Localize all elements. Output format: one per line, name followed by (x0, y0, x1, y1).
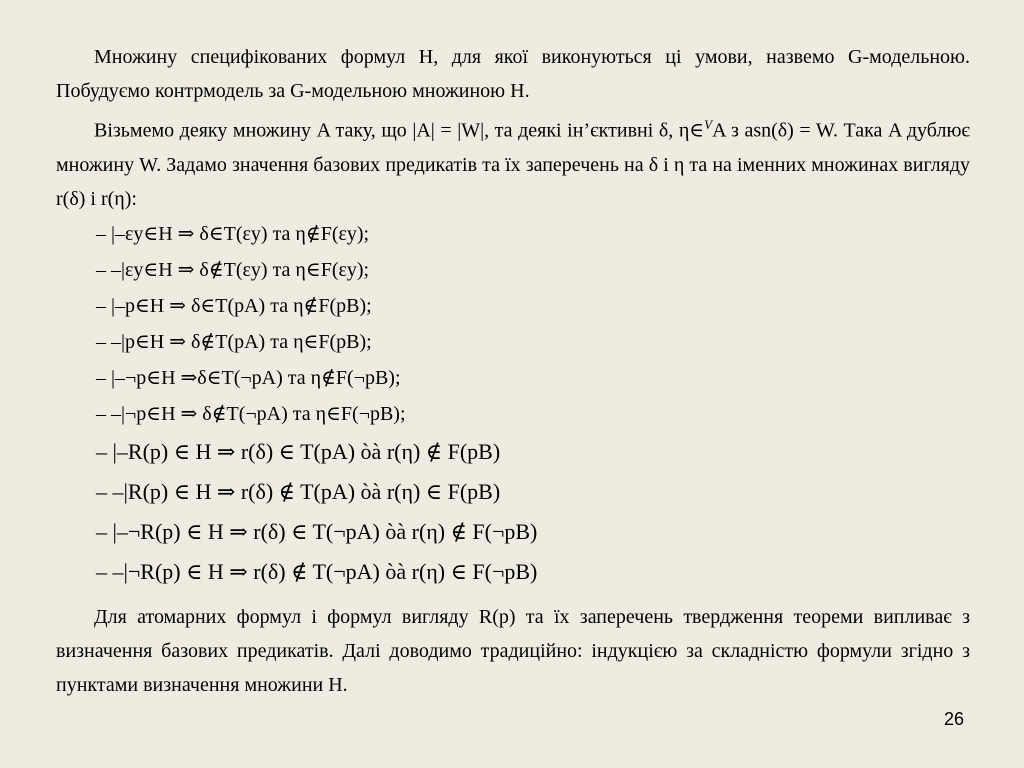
paragraph-construction-text-c: r(δ) і r(η): (56, 187, 137, 210)
paragraph-construction (56, 108, 970, 216)
page-number: 26 (943, 709, 964, 729)
rule-item: – |–¬p∈H ⇒δ∈T(¬pA) та η∉F(¬pB); (96, 366, 401, 389)
predicate-rules-list (56, 216, 970, 592)
superscript-v: V (704, 117, 713, 132)
rule-item: – –|¬p∈H ⇒ δ∉T(¬pA) та η∈F(¬pB); (96, 402, 406, 425)
slide-content (56, 40, 970, 702)
rule-item: – |–p∈H ⇒ δ∈T(pA) та η∉F(pB); (96, 294, 372, 317)
paragraph-definition: Множину специфікованих формул H, для якої виконуються ці умови, назвемо G-модельною. Побудуємо контрмодель за G-модельною множиною H. (56, 46, 970, 102)
rule-item: – –|εy∈H ⇒ δ∉T(εy) та η∈F(εy); (96, 258, 370, 281)
rule-item: – |–εy∈H ⇒ δ∈T(εy) та η∉F(εy); (96, 222, 370, 245)
paragraph-construction-text-b: A з asn(δ) = W. Така A дублює множину W. Задамо значення базових предикатів та їх заперечень на δ і η та на іменних множинах вигляду (56, 119, 970, 176)
rule-item: – –|R(p) ∈ H ⇒ r(δ) ∉ T(pA) òà r(η) ∈ F(pB) (96, 478, 501, 504)
paragraph-conclusion: Для атомарних формул і формул вигляду R(p) та їх заперечень твердження теореми випливає з визначення базових предикатів. Далі доводимо традиційно: індукцією за складністю формули згідно з пунктами визначення множини H. (56, 605, 970, 696)
rule-item: – –|¬R(p) ∈ H ⇒ r(δ) ∉ T(¬pA) òà r(η) ∈ F(¬pB) (96, 558, 538, 584)
rule-item: – |–R(p) ∈ H ⇒ r(δ) ∈ T(pA) òà r(η) ∉ F(pB) (96, 438, 501, 464)
paragraph-construction-text-a: Візьмемо деяку множину A таку, що |A| = |W|, та деякі ін’єктивні δ, η∈ (94, 119, 705, 142)
rule-item: – |–¬R(p) ∈ H ⇒ r(δ) ∈ T(¬pA) òà r(η) ∉ F(¬pB) (96, 518, 538, 544)
rule-item: – –|p∈H ⇒ δ∉T(pA) та η∈F(pB); (96, 330, 372, 353)
